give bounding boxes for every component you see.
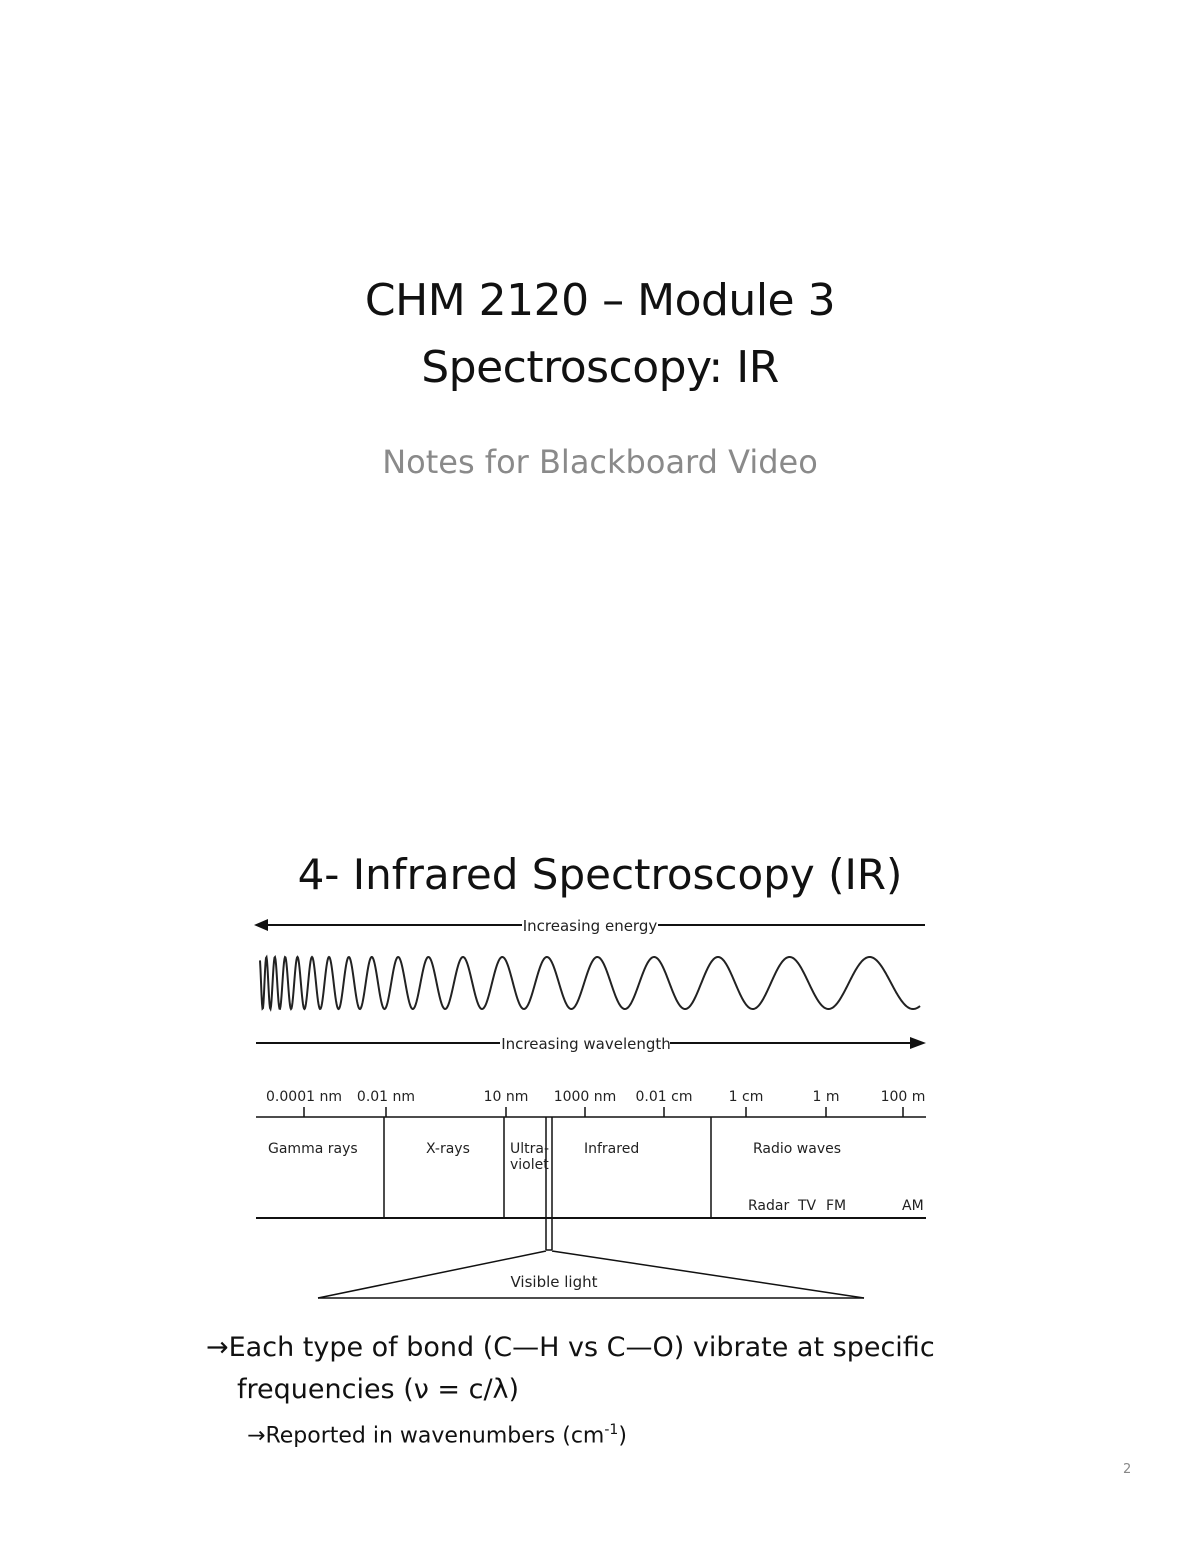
slide-title: 4- Infrared Spectroscopy (IR) [297, 850, 903, 899]
region-xray-label: X-rays [426, 1141, 470, 1157]
document-note: Notes for Blackboard Video [382, 443, 818, 481]
electromagnetic-spectrum-diagram [250, 905, 940, 1305]
bullet-text-1: Each type of bond (C—H vs C—O) vibrate at specific [228, 1332, 935, 1363]
tick-label-1000nm: 1000 nm [553, 1089, 617, 1105]
band-tv: TV [798, 1198, 817, 1214]
tick-label-0.01nm: 0.01 nm [356, 1089, 416, 1105]
sub-bullet-superscript: -1 [604, 1422, 619, 1438]
band-fm: FM [826, 1198, 847, 1214]
wave-curve [260, 957, 920, 1009]
tick-label-0.01cm: 0.01 cm [635, 1089, 693, 1105]
bullet-line-2: frequencies (ν = c/λ) [237, 1374, 520, 1405]
wavelength-label: Increasing wavelength [501, 1035, 671, 1053]
band-am: AM [902, 1198, 924, 1214]
band-radar: Radar [748, 1198, 790, 1214]
sub-bullet-wavenumbers [247, 1422, 627, 1448]
page-number: 2 [1123, 1462, 1132, 1477]
tick-label-0.0001nm: 0.0001 nm [266, 1089, 342, 1105]
region-uv-label-1: Ultra- [510, 1141, 550, 1157]
sub-bullet-text: Reported in wavenumbers (cm [265, 1423, 605, 1449]
tick-label-1cm: 1 cm [728, 1089, 764, 1105]
visible-light-label: Visible light [510, 1273, 598, 1291]
sub-bullet-end: ) [618, 1423, 627, 1449]
bullet-bond-vibration [206, 1327, 1006, 1411]
document-title: CHM 2120 – Module 3 [364, 275, 836, 326]
region-infrared-label: Infrared [584, 1141, 640, 1157]
tick-label-10nm: 10 nm [483, 1089, 529, 1105]
tick-label-100m: 100 m [880, 1089, 926, 1105]
region-uv-label-2: violet [510, 1157, 549, 1173]
sub-bullet-arrow-icon: → [247, 1423, 266, 1449]
region-radio-label: Radio waves [753, 1141, 842, 1157]
tick-label-1m: 1 m [812, 1089, 840, 1105]
bullet-arrow-icon: → [206, 1332, 229, 1363]
energy-arrowhead [254, 919, 268, 931]
region-gamma-label: Gamma rays [268, 1141, 358, 1157]
bullet-line-1 [206, 1327, 1006, 1369]
scale-ticks [304, 1107, 903, 1117]
wavelength-arrowhead [910, 1037, 926, 1049]
visible-expansion-right [552, 1251, 864, 1298]
energy-label: Increasing energy [522, 917, 658, 935]
document-subtitle-topic: Spectroscopy: IR [421, 342, 779, 393]
